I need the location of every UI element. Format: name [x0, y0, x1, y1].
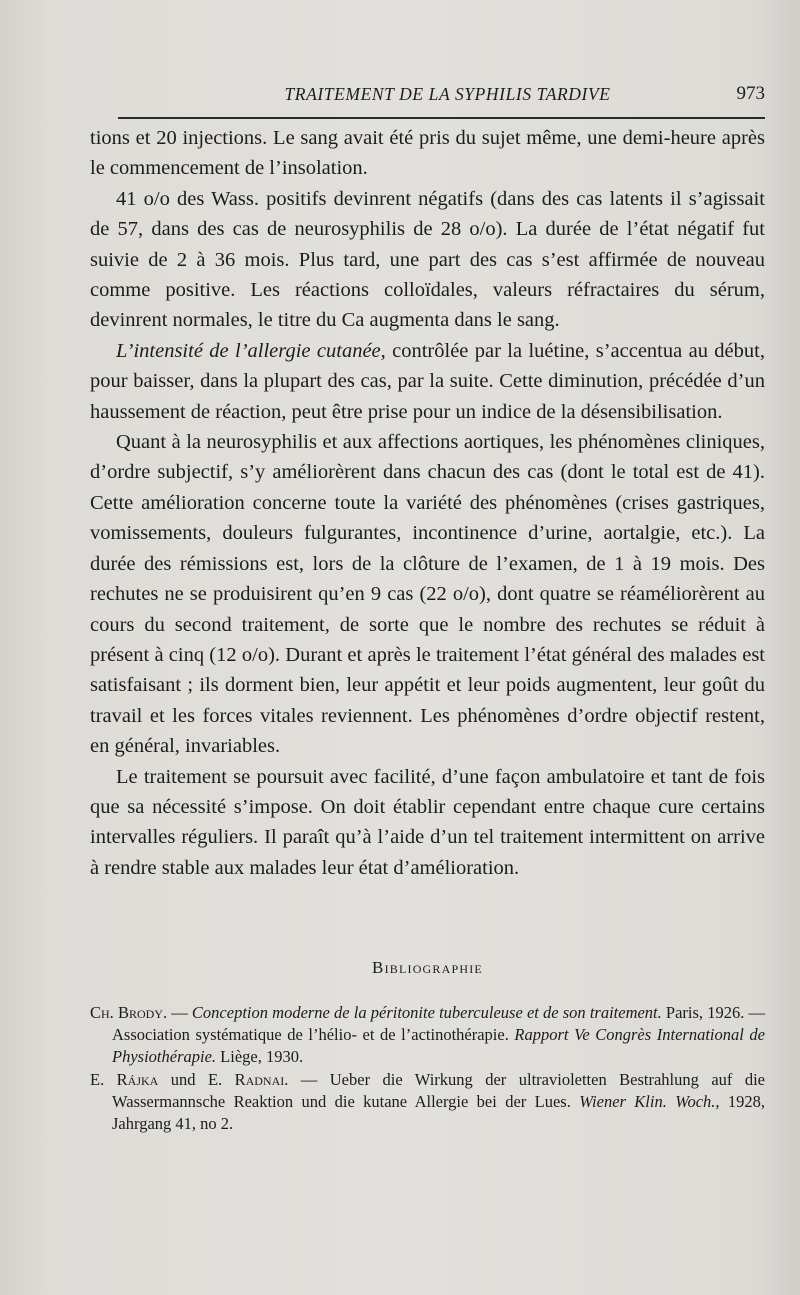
paragraph-3	[90, 336, 765, 427]
bib-details: — Ueber die Wirkung der ultravioletten Bestrahlung auf die Wassermannsche Reaktion und die kutane Allergie bei der Lues.	[112, 1069, 765, 1111]
bibliography-entry	[90, 1069, 765, 1136]
paragraph-2: 41 o/o des Wass. positifs devinrent négatifs (dans des cas latents il s’agissait de 57, dans des cas de neurosyphilis de 28 o/o). La durée de l’état négatif fut suivie de 2 à 36 mois. Plus tard, une part des cas s’est affirmée de nouveau comme positive. Les réactions colloïdales, valeurs réfractaires du sérum, devinrent normales, le titre du Ca augmenta dans le sang.	[90, 187, 765, 332]
page-header	[90, 84, 765, 112]
bibliography-list	[90, 1002, 765, 1135]
bib-author-2: E. Radnai.	[207, 1069, 289, 1089]
bibliography-heading: Bibliographie	[372, 958, 483, 977]
paragraph-3-text: contrôlée par la luétine, s’accentua au début, pour baisser, dans la plupart des cas, par la suite. Cette diminution, précédée d’un haussement de réaction, peut être prise pour un indice de la désensibilisation.	[90, 339, 765, 423]
bib-details-2: Liège, 1930.	[216, 1047, 304, 1067]
header-rule	[118, 117, 765, 119]
bib-title: Conception moderne de la péritonite tuberculeuse et de son traitement.	[191, 1003, 662, 1022]
bib-title-2: Rapport Ve Congrès International de Physiothérapie.	[112, 1025, 765, 1067]
paragraph-3-italic-lead: L’intensité de l’allergie cutanée,	[116, 339, 386, 362]
bib-title-2: Wiener Klin. Woch.,	[579, 1091, 720, 1111]
paragraph-1: tions et 20 injections. Le sang avait été pris du sujet même, une demi-heure après le commencement de l’insolation.	[90, 127, 765, 180]
page-number: 973	[736, 83, 765, 104]
bib-details: Paris, 1926. — Association systématique de l’hélio- et de l’actinothérapie.	[112, 1003, 765, 1045]
bib-author: E. Rájka	[90, 1069, 159, 1089]
body-text	[90, 123, 765, 883]
bib-separator: —	[167, 1003, 192, 1022]
paragraph-4: Quant à la neurosyphilis et aux affections aortiques, les phénomènes cliniques, d’ordre subjectif, s’y améliorèrent dans chacun des cas (dont le total est de 41). Cette amélioration concerne toute la variété des phénomènes (crises gastriques, vomissements, douleurs fulgurantes, incontinence d’urine, aortalgie, etc.). La durée des rémissions est, lors de la clôture de l’examen, de 1 à 19 mois. Des rechutes ne se produisirent qu’en 9 cas (22 o/o), dont quatre se réaméliorèrent au cours du second traitement, de sorte que le nombre des rechutes se réduit à présent à cinq (12 o/o). Durant et après le traitement l’état général des malades est satisfaisant ; ils dorment bien, leur appétit et leur poids augmentent, leur goût du travail et les forces vitales reviennent. Les phénomènes d’ordre objectif restent, en général, invariables.	[90, 431, 765, 758]
bibliography-entry	[90, 1002, 765, 1069]
running-title: TRAITEMENT DE LA SYPHILIS TARDIVE	[284, 84, 611, 104]
bib-author: Ch. Brody.	[90, 1003, 168, 1022]
bib-details-2: 1928, Jahrgang 41, no 2.	[112, 1091, 766, 1134]
paragraph-5: Le traitement se poursuit avec facilité, d’une façon ambulatoire et tant de fois que sa nécessité s’impose. On doit établir cependant entre chaque cure certains intervalles réguliers. Il paraît qu’à l’aide d’un tel traitement intermittent on arrive à rendre stable aux malades leur état d’amélioration.	[90, 765, 765, 879]
bib-separator: und	[158, 1069, 208, 1089]
